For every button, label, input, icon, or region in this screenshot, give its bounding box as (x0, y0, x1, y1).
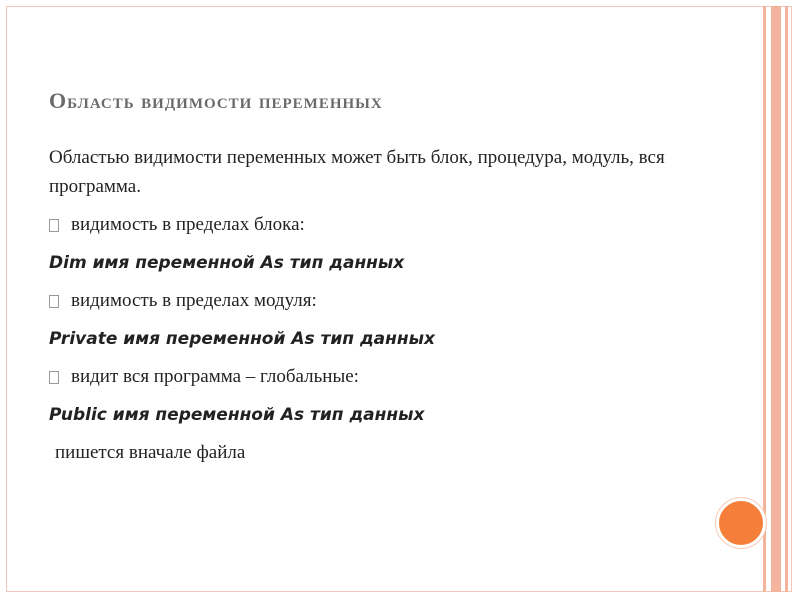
code-keyword: Public (49, 405, 107, 425)
code-line-public (49, 401, 749, 429)
bullet-icon (49, 219, 59, 232)
code-line-dim (49, 249, 749, 277)
code-rest: имя переменной As тип данных (106, 405, 425, 425)
note-text: пишется вначале файла (55, 442, 246, 463)
code-line-private (49, 325, 749, 353)
bullet-text: видимость в пределах модуля: (71, 290, 317, 311)
slide-body (49, 143, 749, 467)
stripe (771, 6, 781, 592)
bullet-text: видит вся программа – глобальные: (71, 366, 359, 387)
code-keyword: Dim (49, 253, 87, 273)
bullet-icon (49, 371, 59, 384)
intro-paragraph: Областью видимости переменных может быть блок, процедура, модуль, вся программа. (49, 147, 665, 197)
code-keyword: Private (49, 329, 118, 349)
code-rest: имя переменной As тип данных (86, 253, 405, 273)
bullet-block-scope (49, 211, 749, 239)
bullet-icon (49, 295, 59, 308)
slide-title: Область видимости переменных (49, 88, 383, 113)
stripe (763, 6, 766, 592)
bullet-text: видимость в пределах блока: (71, 214, 305, 235)
code-rest: имя переменной As тип данных (117, 329, 435, 349)
bullet-module-scope (49, 287, 749, 315)
stripe (785, 6, 788, 592)
decorative-stripes (763, 6, 789, 592)
bullet-global-scope (49, 363, 749, 391)
accent-circle (716, 498, 766, 548)
